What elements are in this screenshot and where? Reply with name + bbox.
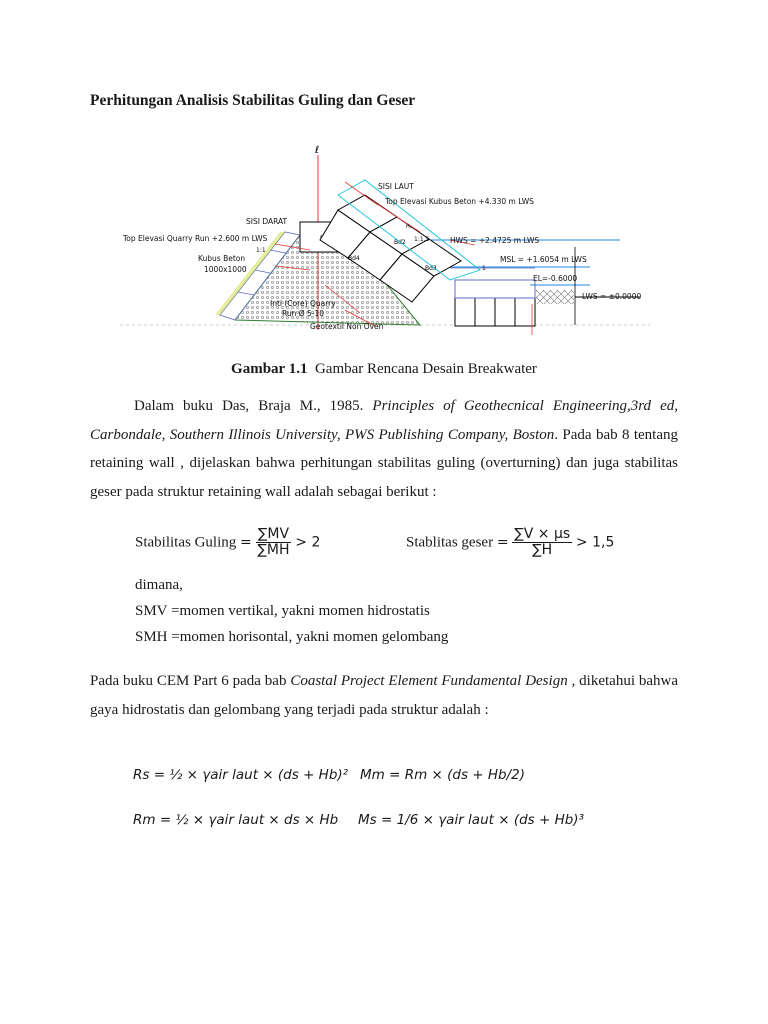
definitions <box>135 572 448 650</box>
geser-rhs: > 1,5 <box>575 534 615 551</box>
toe-blocks <box>455 280 535 326</box>
sisi-laut-label: SISI LAUT <box>378 182 414 191</box>
lws-label: LWS = ±0.0000 <box>582 292 642 301</box>
kubus-beton-label: Kubus Beton <box>198 254 246 263</box>
guling-fraction <box>255 527 291 559</box>
equation-mm: Mm = Rm × (ds + Hb/2) <box>360 767 526 783</box>
axis-label: ℓ <box>315 145 320 156</box>
geser-numerator: ∑V × μs <box>514 526 571 542</box>
para1-text-2: . Pada bab 8 tentang retaining wall , dijelaskan bahwa perhitungan stabilitas guling (overturning) dan juga stabilitas geser pada struktur retaining wall adalah sebagai berikut : <box>90 426 678 500</box>
kubus-size-label: 1000x1000 <box>204 265 247 274</box>
wave-label: H₀ <box>406 224 412 230</box>
hws-label: HWS = +2.4725 m LWS <box>450 236 540 245</box>
def-smh: SMH =momen horisontal, yakni momen gelombang <box>135 629 449 645</box>
breakwater-drawing <box>120 140 650 350</box>
guling-label: Stabilitas Guling <box>135 534 237 551</box>
sisi-darat-label: SISI DARAT <box>246 217 288 226</box>
slope-left-label: 1:1 <box>256 247 266 254</box>
para2-chapter-title: Coastal Project Element Fundamental Design <box>290 673 568 689</box>
guling-numerator: ∑MV <box>257 526 290 542</box>
para1-book-title: Principles of Geothecnical Engineering,3rd ed, Carbondale, Southern Illinois University, PWS Publishing Company, Boston <box>90 398 678 443</box>
def-dimana: dimana, <box>135 577 183 593</box>
para2-text-1: Pada buku CEM Part 6 pada bab <box>90 673 291 689</box>
toe-protection <box>536 290 574 304</box>
core-label-2: Run Ø 5-10 <box>282 309 325 318</box>
top-elevasi-quarry-label: Top Elevasi Quarry Run +2.600 m LWS <box>123 234 268 243</box>
geser-denominator: ∑H <box>532 542 553 559</box>
geser-fraction <box>512 527 572 559</box>
formula-geser <box>406 527 614 559</box>
section-heading: Perhitungan Analisis Stabilitas Guling dan Geser <box>90 92 416 109</box>
caption-text: Gambar Rencana Desain Breakwater <box>314 361 537 377</box>
bd3-label: Bd3 <box>425 265 437 272</box>
geser-equals: = <box>496 534 509 551</box>
core-label-1: Inti (Core) Quarry <box>270 299 336 308</box>
equation-ms: Ms = 1/6 × γair laut × (ds + Hb)³ <box>358 812 584 828</box>
paragraph-das <box>90 392 678 506</box>
geser-label: Stablitas geser <box>406 534 494 551</box>
top-elevasi-kubus-label: Top Elevasi Kubus Beton +4.330 m LWS <box>385 197 534 206</box>
bd4-label: Bd4 <box>348 255 360 262</box>
guling-rhs: > 2 <box>295 534 321 551</box>
bd2-label: Bd2 <box>394 239 406 246</box>
geotextil-label: Geotextil Non Oven <box>310 322 384 331</box>
slope-right-label: 1:1.5 <box>414 236 430 243</box>
msl-label: MSL = +1.6054 m LWS <box>500 255 587 264</box>
paragraph-cem <box>90 667 678 724</box>
para2-text-2: , diketahui bahwa gaya hidrostatis dan gelombang yang terjadi pada struktur adalah : <box>90 673 679 718</box>
formula-guling <box>135 527 320 559</box>
equation-rs: Rs = ½ × γair laut × (ds + Hb)² <box>133 767 349 783</box>
caption-number: Gambar 1.1 <box>231 361 308 377</box>
el-label: EL=-0.6000 <box>533 274 578 283</box>
breakwater-svg <box>120 140 650 350</box>
figure-caption <box>0 361 768 378</box>
guling-denominator: ∑MH <box>257 542 290 559</box>
equation-rm: Rm = ½ × γair laut × ds × Hb <box>133 812 339 828</box>
para1-text-1: Dalam buku Das, Braja M., 1985. <box>134 398 373 414</box>
guling-equals: = <box>240 534 252 551</box>
slope-one-label: 1 <box>482 265 486 272</box>
def-smv: SMV =momen vertikal, yakni momen hidrostatis <box>135 603 430 619</box>
